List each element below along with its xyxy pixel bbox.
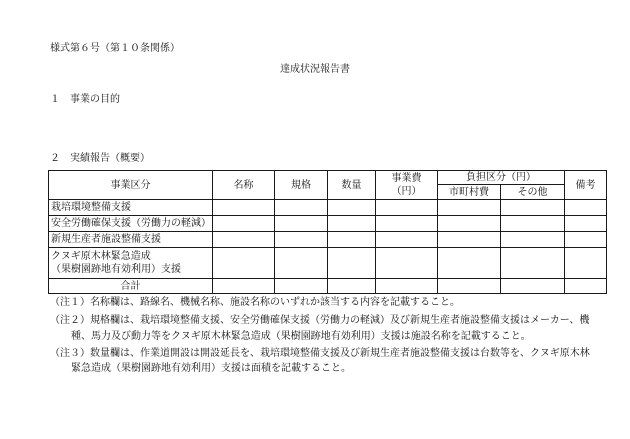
other-cost-cell — [501, 216, 565, 232]
note-3 — [50, 348, 590, 360]
quantity-cell — [328, 279, 376, 294]
document-title: 達成状況報告書 — [280, 64, 350, 75]
header-burden: 負担区分（円） — [438, 171, 565, 185]
remarks-cell — [565, 216, 607, 232]
spec-cell — [275, 248, 328, 279]
table-row — [49, 248, 607, 279]
header-name: 名称 — [213, 171, 275, 200]
quantity-cell — [328, 248, 376, 279]
other-cost-cell — [501, 279, 565, 294]
row-label: 栽培環境整備支援 — [49, 200, 213, 216]
header-quantity: 数量 — [328, 171, 376, 200]
municipal-cost-cell — [438, 248, 501, 279]
report-heading: ２ 実績報告（概要） — [50, 153, 150, 164]
name-cell — [213, 248, 275, 279]
name-cell — [213, 200, 275, 216]
municipal-cost-cell — [438, 232, 501, 248]
header-category: 事業区分 — [49, 171, 213, 200]
name-cell — [213, 232, 275, 248]
table-row — [49, 216, 607, 232]
name-cell — [213, 279, 275, 294]
note-3-continuation: 緊急造成（果樹園跡地有効利用）支援は面積を記載すること。 — [71, 363, 351, 374]
header-remarks: 備考 — [565, 171, 607, 200]
table-header-row — [49, 171, 607, 185]
municipal-cost-cell — [438, 279, 501, 294]
spec-cell — [275, 279, 328, 294]
note-marker: （注２） — [50, 315, 90, 326]
cost-cell — [376, 248, 438, 279]
row-label: 新規生産者施設整備支援 — [49, 232, 213, 248]
table-row — [49, 200, 607, 216]
remarks-cell — [565, 279, 607, 294]
note-2-continuation: 種、馬力及び動力等をクヌギ原木林緊急造成（果樹園跡地有効利用）支援は施設名称を記載すること。 — [71, 331, 531, 342]
remarks-cell — [565, 232, 607, 248]
remarks-cell — [565, 248, 607, 279]
note-marker: （注１） — [50, 297, 90, 308]
header-cost — [376, 171, 438, 200]
row-label-line1: クヌギ原木林緊急造成 — [51, 251, 151, 262]
header-other: その他 — [501, 185, 565, 200]
total-label: 合計 — [49, 279, 213, 294]
header-spec: 規格 — [275, 171, 328, 200]
note-marker: （注３） — [50, 348, 90, 359]
other-cost-cell — [501, 200, 565, 216]
report-table — [48, 170, 607, 294]
name-cell — [213, 216, 275, 232]
cost-cell — [376, 216, 438, 232]
row-label: 安全労働確保支援（労働力の軽減） — [49, 216, 213, 232]
other-cost-cell — [501, 248, 565, 279]
spec-cell — [275, 200, 328, 216]
other-cost-cell — [501, 232, 565, 248]
note-text: 数量欄は、作業道開設は開設延長を、栽培環境整備支援及び新規生産者施設整備支援は台数等を、クヌギ原木林 — [90, 348, 590, 359]
header-municipal: 市町村費 — [438, 185, 501, 200]
total-row — [49, 279, 607, 294]
cost-cell — [376, 279, 438, 294]
form-number: 様式第６号（第１０条関係） — [50, 43, 180, 54]
remarks-cell — [565, 200, 607, 216]
row-label — [49, 248, 213, 279]
quantity-cell — [328, 200, 376, 216]
note-1 — [50, 297, 460, 309]
header-cost-label: 事業費 — [391, 173, 422, 184]
spec-cell — [275, 232, 328, 248]
quantity-cell — [328, 232, 376, 248]
note-2 — [50, 315, 589, 327]
cost-cell — [376, 232, 438, 248]
row-label-line2: （果樹園跡地有効利用）支援 — [51, 264, 181, 275]
cost-cell — [376, 200, 438, 216]
header-cost-unit: （円） — [391, 186, 422, 197]
spec-cell — [275, 216, 328, 232]
quantity-cell — [328, 216, 376, 232]
note-text: 規格欄は、栽培環境整備支援、安全労働確保支援（労働力の軽減）及び新規生産者施設整備支援はメーカー、機 — [90, 315, 590, 326]
purpose-heading: １ 事業の目的 — [50, 94, 120, 105]
municipal-cost-cell — [438, 216, 501, 232]
table-row — [49, 232, 607, 248]
note-text: 名称欄は、路線名、機械名称、施設名称のいずれか該当する内容を記載すること。 — [90, 297, 460, 308]
municipal-cost-cell — [438, 200, 501, 216]
